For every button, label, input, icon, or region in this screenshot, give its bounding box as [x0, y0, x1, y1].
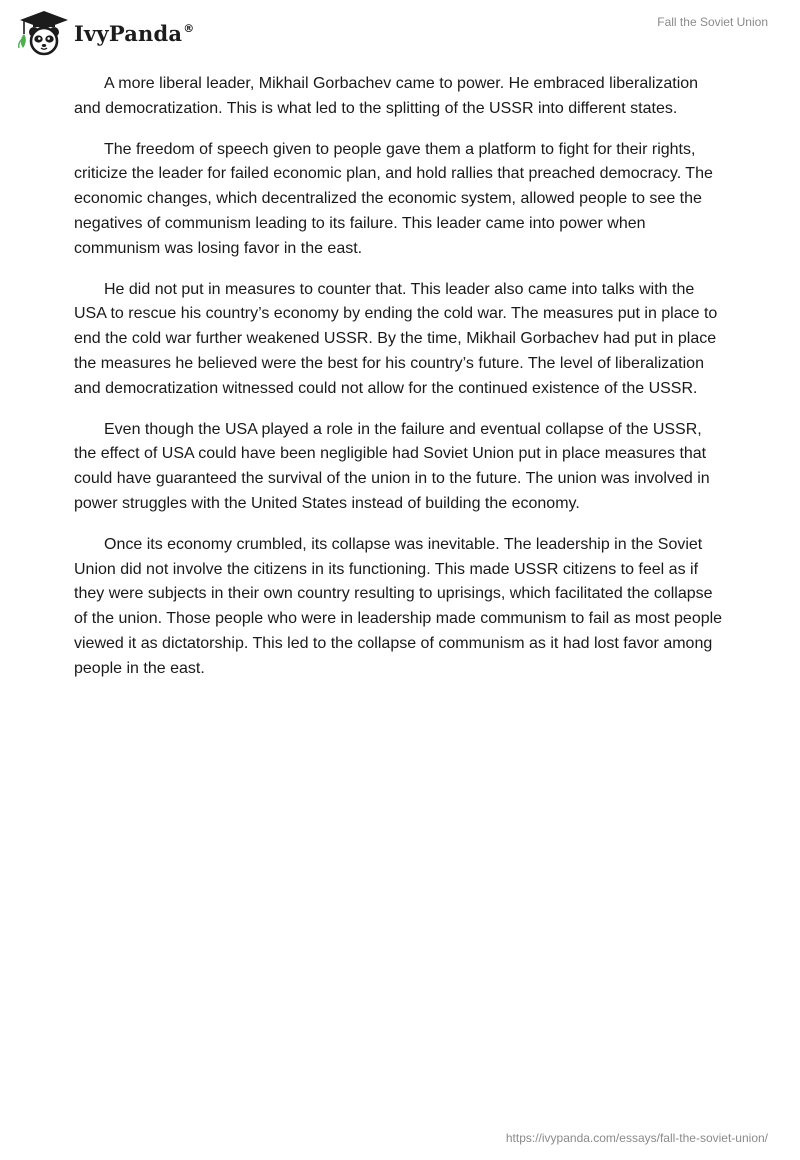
paragraph: The freedom of speech given to people gave them a platform to fight for their rights, criticize the leader for failed economic plan, and hold rallies that preached democracy. The economic changes, which decentralized the economic system, allowed people to see the negatives of communism leading to its failure. This leader came into power when communism was losing favor in the east.	[74, 140, 713, 257]
essay-body	[74, 72, 726, 698]
paragraph: He did not put in measures to counter that. This leader also came into talks with the USA to rescue his country’s economy by ending the cold war. The measures put in place to end the cold war further weakened USSR. By the time, Mikhail Gorbachev had put in place the measures he believed were the best for his country’s future. The level of liberalization and democratization witnessed could not allow for the continued existence of the USSR.	[74, 280, 718, 397]
registered-mark: ®	[183, 21, 195, 35]
page-header	[0, 0, 800, 70]
logo-wordmark: IvyPanda®	[74, 20, 195, 46]
paragraph: Once its economy crumbled, its collapse was inevitable. The leadership in the Soviet Union did not involve the citizens in its functioning. This made USSR citizens to feel as if they were subjects in their own country resulting to uprisings, which facilitated the collapse of the union. Those people who were in leadership made communism to fail as most people viewed it as dictatorship. This led to the collapse of communism as it had lost favor among people in the east.	[74, 535, 723, 677]
paragraph: A more liberal leader, Mikhail Gorbachev came to power. He embraced liberalization and democratization. This is what led to the splitting of the USSR into different states.	[74, 75, 699, 117]
paragraph: Even though the USA played a role in the failure and eventual collapse of the USSR, the effect of USA could have been negligible had Soviet Union put in place measures that could have guaranteed the survival of the union in to the future. The union was involved in power struggles with the United States instead of building the economy.	[74, 420, 710, 512]
document-title: Fall the Soviet Union	[657, 15, 768, 29]
source-url-link[interactable]: https://ivypanda.com/essays/fall-the-soviet-union/	[505, 1131, 768, 1145]
ivypanda-logo[interactable]	[14, 8, 194, 56]
panda-graduate-icon	[14, 8, 70, 56]
